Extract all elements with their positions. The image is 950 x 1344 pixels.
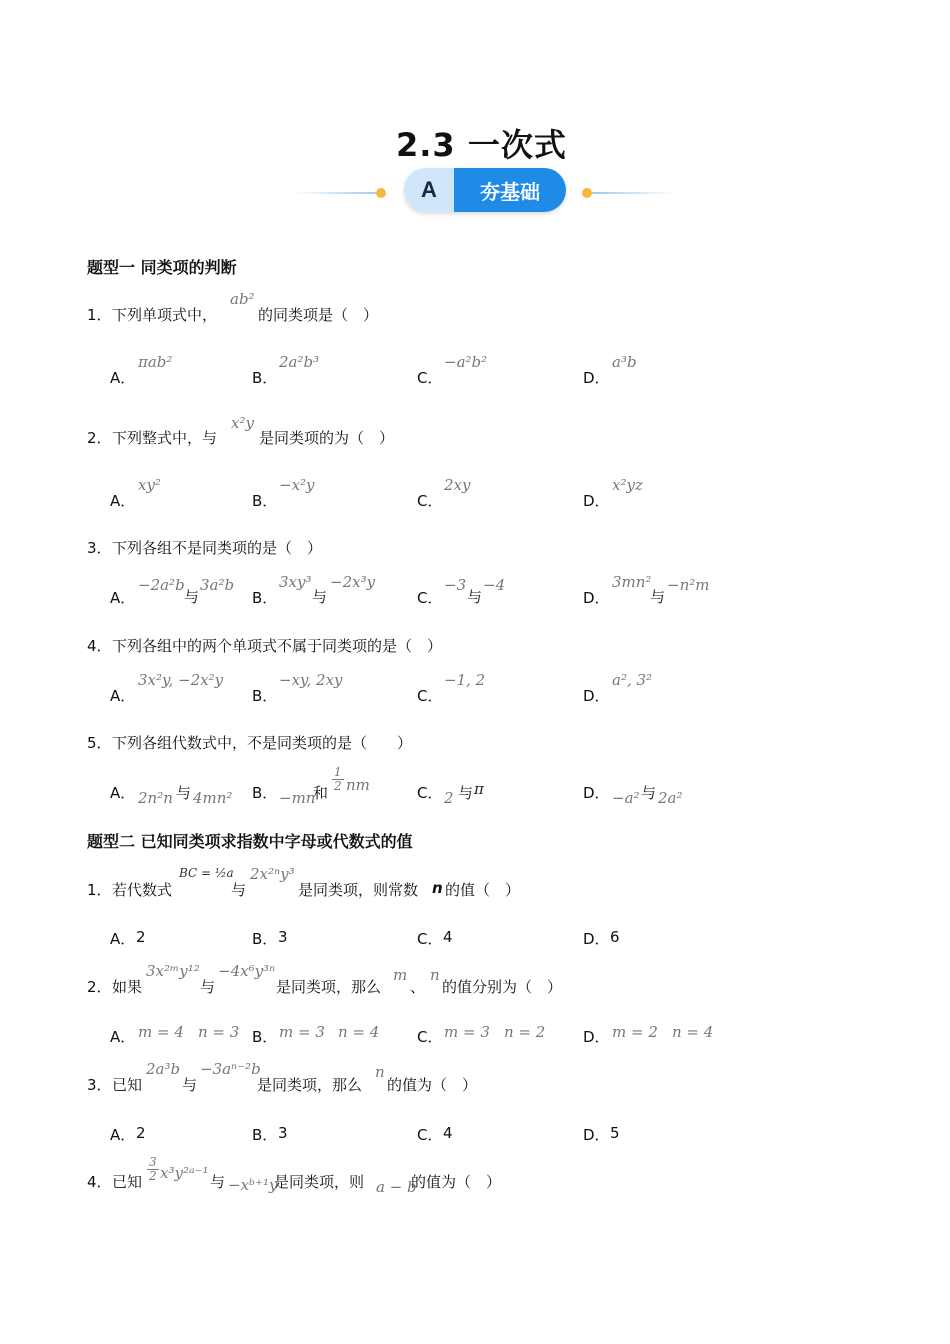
option-expression: −a²b² <box>444 353 488 371</box>
question-text: 若代数式 <box>112 881 173 899</box>
option-value: 3 <box>278 1124 288 1142</box>
question-text: 的值（ ） <box>445 881 521 899</box>
option-label: C． <box>417 589 443 607</box>
question-text: 与 <box>210 1173 226 1191</box>
question-text: 是同类项，那么 <box>276 978 382 996</box>
question-number: 3． <box>87 539 112 557</box>
option-label: C． <box>417 369 443 387</box>
option-value: 4 <box>443 1124 453 1142</box>
option-expression: 3a²b <box>200 576 235 594</box>
decor-dot-left <box>376 188 386 198</box>
option-label: C． <box>417 784 443 802</box>
option-label: C． <box>417 930 443 948</box>
question-number: 3． <box>87 1076 112 1094</box>
level-badge <box>404 168 566 212</box>
question-text: 下列整式中，与 <box>112 429 218 447</box>
question-number: 4． <box>87 637 112 655</box>
option-expression: n = 2 <box>504 1023 546 1041</box>
math-expression: BC = ½a <box>179 866 234 880</box>
option-expression: 3x²y, −2x²y <box>138 671 224 689</box>
option-label: C． <box>417 1126 443 1144</box>
option-expression: 2 <box>444 789 454 807</box>
question-number: 5． <box>87 734 112 752</box>
question-text: 下列各组代数式中，不是同类项的是（ ） <box>112 734 413 752</box>
variable: n <box>432 879 443 897</box>
option-expression: −2x³y <box>330 573 376 591</box>
page-title: 2.3 一次式 <box>396 126 567 164</box>
option-expression: −x²y <box>279 476 315 494</box>
option-conjunction: 与 <box>458 784 474 802</box>
option-expression: 2a² <box>658 789 683 807</box>
option-value: 5 <box>610 1124 620 1142</box>
math-expression: −4x⁶y³ⁿ <box>218 962 276 980</box>
option-expression: m = 3 <box>279 1023 325 1041</box>
question-number: 2． <box>87 429 112 447</box>
option-conjunction: 与 <box>184 588 200 606</box>
option-label: A． <box>110 589 136 607</box>
question-text: 是同类项的为（ ） <box>259 429 395 447</box>
badge-text: 夯基础 <box>454 168 566 212</box>
question-text: 是同类项，则 <box>274 1173 365 1191</box>
option-label: B． <box>252 492 278 510</box>
option-label: B． <box>252 1028 278 1046</box>
option-label: B． <box>252 1126 278 1144</box>
question-text: 与 <box>200 978 216 996</box>
variable: n <box>375 1063 385 1081</box>
option-expression: m = 2 <box>612 1023 658 1041</box>
option-value: 3 <box>278 928 288 946</box>
math-expression: x³y²ᵃ⁻¹ <box>160 1164 209 1182</box>
option-label: C． <box>417 492 443 510</box>
option-expression: a², 3² <box>612 671 653 689</box>
option-expression: πab² <box>138 353 173 371</box>
question-text: 是同类项，那么 <box>257 1076 363 1094</box>
option-conjunction: 与 <box>312 588 328 606</box>
fraction <box>330 766 346 793</box>
option-expression: 4mn² <box>193 789 233 807</box>
option-expression: −2a²b <box>138 576 185 594</box>
option-label: C． <box>417 687 443 705</box>
option-label: A． <box>110 1126 136 1144</box>
option-expression: −3 <box>444 576 467 594</box>
option-expression: m = 3 <box>444 1023 490 1041</box>
option-label: D． <box>583 1028 610 1046</box>
question-text: 与 <box>182 1076 198 1094</box>
question-text: 与 <box>231 881 247 899</box>
option-label: A． <box>110 784 136 802</box>
option-conjunction: 与 <box>176 784 192 802</box>
option-expression: a³b <box>612 353 637 371</box>
section-heading: 题型一 同类项的判断 <box>87 258 237 277</box>
fraction-numerator: 1 <box>334 765 342 779</box>
option-label: D． <box>583 687 610 705</box>
option-expression: 2a²b³ <box>279 353 320 371</box>
question-number: 2． <box>87 978 112 996</box>
question-text: 的值分别为（ ） <box>442 978 563 996</box>
option-label: B． <box>252 687 278 705</box>
variable: n <box>430 966 440 984</box>
option-label: D． <box>583 492 610 510</box>
question-number: 1． <box>87 306 112 324</box>
question-text: 下列各组不是同类项的是（ ） <box>112 539 323 557</box>
question-text: 已知 <box>112 1076 143 1094</box>
option-label: B． <box>252 784 278 802</box>
decor-dot-right <box>582 188 592 198</box>
option-label: A． <box>110 369 136 387</box>
option-label: D． <box>583 589 610 607</box>
option-expression: nm <box>346 776 370 794</box>
decor-line-left <box>294 192 380 194</box>
option-expression: x²yz <box>612 476 643 494</box>
section-heading: 题型二 已知同类项求指数中字母或代数式的值 <box>87 832 413 851</box>
option-label: A． <box>110 930 136 948</box>
option-expression: −mn <box>279 789 316 807</box>
option-value: 6 <box>610 928 620 946</box>
option-expression: −1, 2 <box>444 671 486 689</box>
option-label: A． <box>110 687 136 705</box>
question-text: 下列单项式中， <box>112 306 218 324</box>
option-expression: 3mn² <box>612 573 652 591</box>
question-text: 的值为（ ） <box>411 1173 502 1191</box>
option-expression: 2n²n <box>138 789 173 807</box>
math-expression: 2x²ⁿy³ <box>250 865 295 883</box>
option-label: C． <box>417 1028 443 1046</box>
option-label: A． <box>110 1028 136 1046</box>
option-value: 2 <box>136 928 146 946</box>
option-conjunction: 与 <box>650 588 666 606</box>
math-expression: −3aⁿ⁻²b <box>200 1060 261 1078</box>
math-expression: 3x²ᵐy¹² <box>146 962 200 980</box>
question-number: 4． <box>87 1173 112 1191</box>
option-expression: n = 4 <box>338 1023 380 1041</box>
option-expression: −4 <box>483 576 506 594</box>
option-expression: −n²m <box>667 576 710 594</box>
option-conjunction: 和 <box>313 784 329 802</box>
option-expression: n = 3 <box>198 1023 240 1041</box>
option-label: B． <box>252 589 278 607</box>
option-label: D． <box>583 1126 610 1144</box>
option-value: 2 <box>136 1124 146 1142</box>
option-label: D． <box>583 930 610 948</box>
math-expression: x²y <box>231 414 254 432</box>
option-conjunction: 与 <box>641 784 657 802</box>
fraction-denominator: 2 <box>149 1169 157 1183</box>
option-expression: 2xy <box>444 476 471 494</box>
fraction-numerator: 3 <box>149 1155 157 1169</box>
math-expression: −xᵇ⁺¹y <box>228 1176 278 1194</box>
option-label: B． <box>252 369 278 387</box>
question-text: 的同类项是（ ） <box>258 306 379 324</box>
badge-letter: A <box>404 168 454 212</box>
option-expression: −xy, 2xy <box>279 671 343 689</box>
math-expression: 2a³b <box>146 1060 181 1078</box>
question-text: 如果 <box>112 978 143 996</box>
question-number: 1． <box>87 881 112 899</box>
option-label: D． <box>583 369 610 387</box>
option-expression: −a² <box>612 789 640 807</box>
math-expression: ab² <box>230 290 255 308</box>
option-expression: xy² <box>138 476 161 494</box>
option-expression: n = 4 <box>672 1023 714 1041</box>
math-expression: a − b <box>376 1178 417 1196</box>
fraction <box>145 1156 161 1183</box>
option-expression: π <box>474 780 484 798</box>
question-text: 已知 <box>112 1173 143 1191</box>
option-label: B． <box>252 930 278 948</box>
option-expression: 3xy³ <box>279 573 312 591</box>
fraction-denominator: 2 <box>334 779 342 793</box>
question-text: 的值为（ ） <box>387 1076 478 1094</box>
option-conjunction: 与 <box>467 588 483 606</box>
question-text: 是同类项，则常数 <box>298 881 419 899</box>
decor-line-right <box>592 192 674 194</box>
question-text: 下列各组中的两个单项式不属于同类项的是（ ） <box>112 637 443 655</box>
separator: 、 <box>410 978 426 996</box>
option-label: D． <box>583 784 610 802</box>
variable: m <box>393 966 408 984</box>
option-expression: m = 4 <box>138 1023 184 1041</box>
option-value: 4 <box>443 928 453 946</box>
option-label: A． <box>110 492 136 510</box>
